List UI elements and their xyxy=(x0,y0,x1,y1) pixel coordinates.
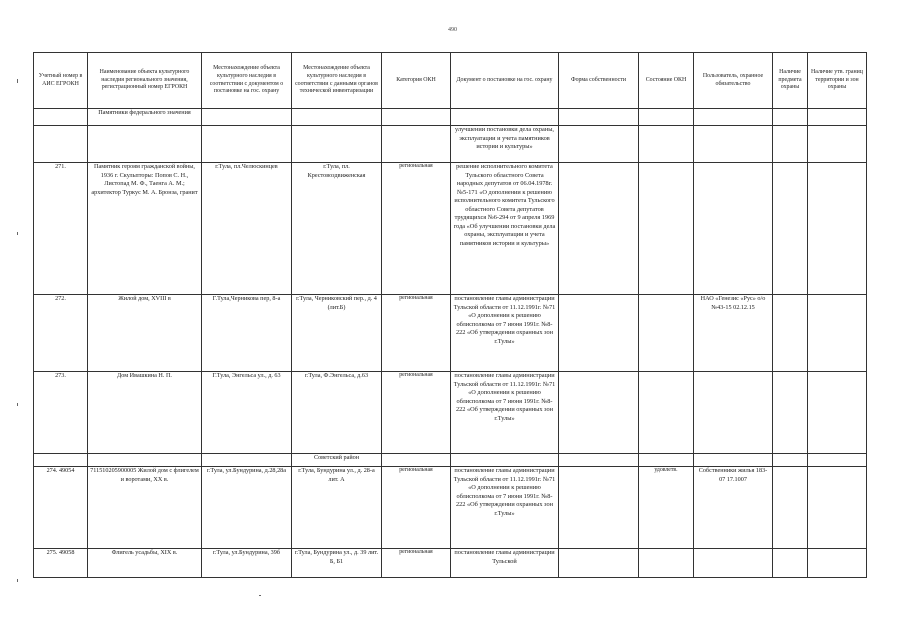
subject xyxy=(773,372,808,454)
row-number: 275. 49058 xyxy=(34,549,88,578)
header-category: Категория ОКН xyxy=(382,53,451,109)
state xyxy=(639,163,694,295)
group-label: Памятники федерального значения xyxy=(88,109,202,126)
margin-mark xyxy=(17,79,18,83)
category: региональная xyxy=(382,549,451,578)
location-doc: г.Тула, пл.Челюскинцев xyxy=(202,163,292,295)
object-name: Дом Ивашкина Н. П. xyxy=(88,372,202,454)
district-row xyxy=(34,454,867,467)
subject xyxy=(773,163,808,295)
row-number: 272. xyxy=(34,295,88,372)
table-row xyxy=(34,549,867,578)
header-object-name: Наименование объекта культурного наследия регионального значения, регистрационный номер ЕГРОКН xyxy=(88,53,202,109)
object-name: 711510205900005 Жилой дом с флигелем и воротами, XX в. xyxy=(88,467,202,549)
header-document: Документ о постановке на гос. охрану xyxy=(451,53,559,109)
table-row xyxy=(34,163,867,295)
state: удовлетв. xyxy=(639,467,694,549)
location-doc: г.Тула, ул.Бундурина, д.28,28а xyxy=(202,467,292,549)
protection-document: решение исполнительного комитета Тульского областного Совета народных депутатов от 06.04.1978г. №5-171 «О дополнении к решению исполнительного комитета Тульского областного Совета депутатов трудящихся №6-294 от 9 апреля 1969 года «Об улучшении постановки дела охраны, эксплуатации и учета памятников истории и культуры» xyxy=(451,163,559,295)
location-actual: г.Тула, Бундурина ул., д. 39 лит. Б, Б1 xyxy=(292,549,382,578)
user: НАО «Генезис «Рус» о/о №43-15 02.12.15 xyxy=(694,295,773,372)
location-doc: Г.Тула,Черникова пер, 8-а xyxy=(202,295,292,372)
protection-document: постановление главы администрации Тульской области от 11.12.1991г. №71 «О дополнении к решению облисполкома от 7 июня 1991г. №8-222 «Об утверждении охранных зон г.Тулы» xyxy=(451,295,559,372)
district-label: Советский район xyxy=(292,454,382,467)
ownership xyxy=(559,467,639,549)
row-number: 273. xyxy=(34,372,88,454)
boundaries xyxy=(808,467,867,549)
subject xyxy=(773,467,808,549)
header-user: Пользователь, охранное обязательство xyxy=(694,53,773,109)
state xyxy=(639,372,694,454)
table-row xyxy=(34,467,867,549)
margin-mark xyxy=(17,232,18,235)
header-ownership: Форма собственности xyxy=(559,53,639,109)
table-row xyxy=(34,295,867,372)
user xyxy=(694,163,773,295)
subject xyxy=(773,295,808,372)
location-doc: Г.Тула, Энгельса ул., д. 63 xyxy=(202,372,292,454)
table-row xyxy=(34,372,867,454)
header-reg-number: Учетный номер в АИС ЕГРОКН xyxy=(34,53,88,109)
boundaries xyxy=(808,372,867,454)
location-actual: г.Тула, Черниковский пер., д. 4 (лит.Б) xyxy=(292,295,382,372)
user xyxy=(694,372,773,454)
ownership xyxy=(559,372,639,454)
boundaries xyxy=(808,295,867,372)
protection-document: постановление главы администрации Тульской области от 11.12.1991г. №71 «О дополнении к решению облисполкома от 7 июня 1991г. №8-222 «Об утверждении охранных зон г.Тулы» xyxy=(451,372,559,454)
ownership xyxy=(559,163,639,295)
subject xyxy=(773,549,808,578)
margin-mark xyxy=(17,579,18,582)
header-subject: Наличие предмета охраны xyxy=(773,53,808,109)
ownership xyxy=(559,549,639,578)
boundaries xyxy=(808,163,867,295)
location-actual: г.Тула, пл. Крестовоздвиженская xyxy=(292,163,382,295)
category: региональная xyxy=(382,295,451,372)
location-doc: г.Тула, ул.Бундурина, 39б xyxy=(202,549,292,578)
location-actual: г.Тула, Бундурина ул., д. 28-а лит. А xyxy=(292,467,382,549)
object-name: Памятник героям гражданской войны, 1936 г. Скульпторы: Попов С. Н., Листопад М. Ф., Таенга А. М.; архитектор Туркус М. А. Бронза, гранит xyxy=(88,163,202,295)
category: региональная xyxy=(382,163,451,295)
continuation-document: улучшении постановки дела охраны, эксплуатации и учета памятников истории и культуры» xyxy=(451,126,559,163)
state xyxy=(639,549,694,578)
protection-document: постановление главы администрации Тульской области от 11.12.1991г. №71 «О дополнении к решению облисполкома от 7 июня 1991г. №8-222 «Об утверждении охранных зон г.Тулы» xyxy=(451,467,559,549)
object-name: Флигель усадьбы, XIX в. xyxy=(88,549,202,578)
heritage-registry-table xyxy=(33,52,867,578)
ownership xyxy=(559,295,639,372)
header-location-doc: Местонахождение объекта культурного наследия в соответствии с документом о постановке на гос. охрану xyxy=(202,53,292,109)
user xyxy=(694,549,773,578)
header-state: Состояние ОКН xyxy=(639,53,694,109)
margin-mark xyxy=(17,403,18,406)
header-location-actual: Местонахождение объекта культурного наследия в соответствии с данными органов технической инвентаризации xyxy=(292,53,382,109)
location-actual: г.Тула, Ф.Энгельса, д.63 xyxy=(292,372,382,454)
boundaries xyxy=(808,549,867,578)
row-number: 271. xyxy=(34,163,88,295)
group-row xyxy=(34,109,867,126)
page-number: 490 xyxy=(448,27,457,33)
header-boundaries: Наличие утв. границ территории и зон охраны xyxy=(808,53,867,109)
object-name: Жилой дом, XVIII в xyxy=(88,295,202,372)
category: региональная xyxy=(382,467,451,549)
user: Собственники жилья 183-07 17.1007 xyxy=(694,467,773,549)
category: региональная xyxy=(382,372,451,454)
protection-document: постановление главы администрации Тульской xyxy=(451,549,559,578)
header-row xyxy=(34,53,867,109)
state xyxy=(639,295,694,372)
row-number: 274. 49054 xyxy=(34,467,88,549)
table-row xyxy=(34,126,867,163)
margin-mark xyxy=(259,595,261,596)
